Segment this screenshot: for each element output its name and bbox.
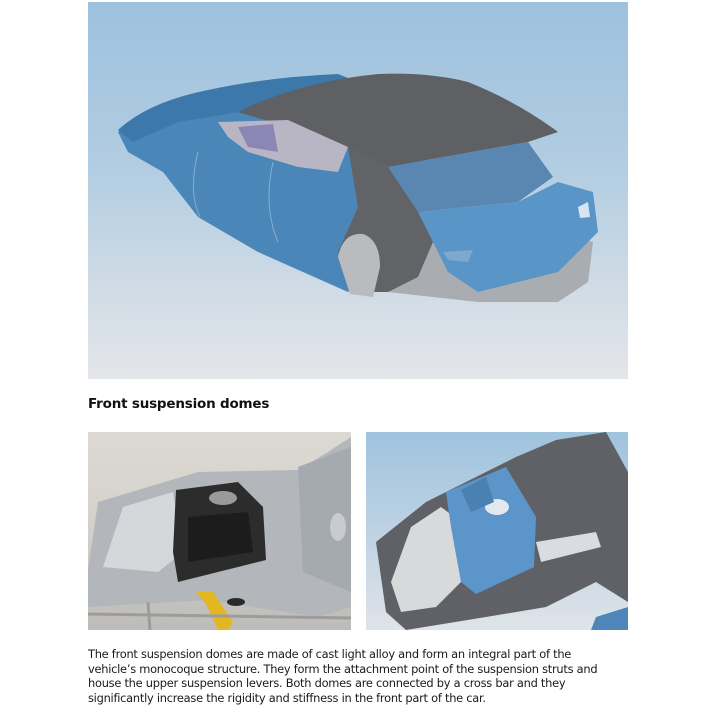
paragraph-line: vehicle’s monocoque structure. They form the attachment point of the suspension struts and [88, 661, 598, 676]
corner-part-blue [591, 607, 628, 630]
suspension-dome-render [366, 432, 628, 630]
description-paragraph [88, 647, 628, 705]
car-body-image [88, 2, 628, 379]
paragraph-line: significantly increase the rigidity and stiffness in the front part of the car. [88, 690, 486, 705]
dome-mount-hole [209, 491, 237, 505]
suspension-dome-render-drawing [366, 432, 628, 630]
suspension-dome-photo [88, 432, 351, 630]
stand-pad [227, 598, 245, 606]
paragraph-line: The front suspension domes are made of cast light alloy and form an integral part of the [88, 647, 572, 661]
frame-hole [330, 513, 346, 541]
section-heading: Front suspension domes [88, 396, 270, 412]
car-body-render [88, 2, 628, 379]
suspension-dome-photo-drawing [88, 432, 351, 630]
paragraph-line: house the upper suspension levers. Both domes are connected by a cross bar and they [88, 676, 566, 691]
